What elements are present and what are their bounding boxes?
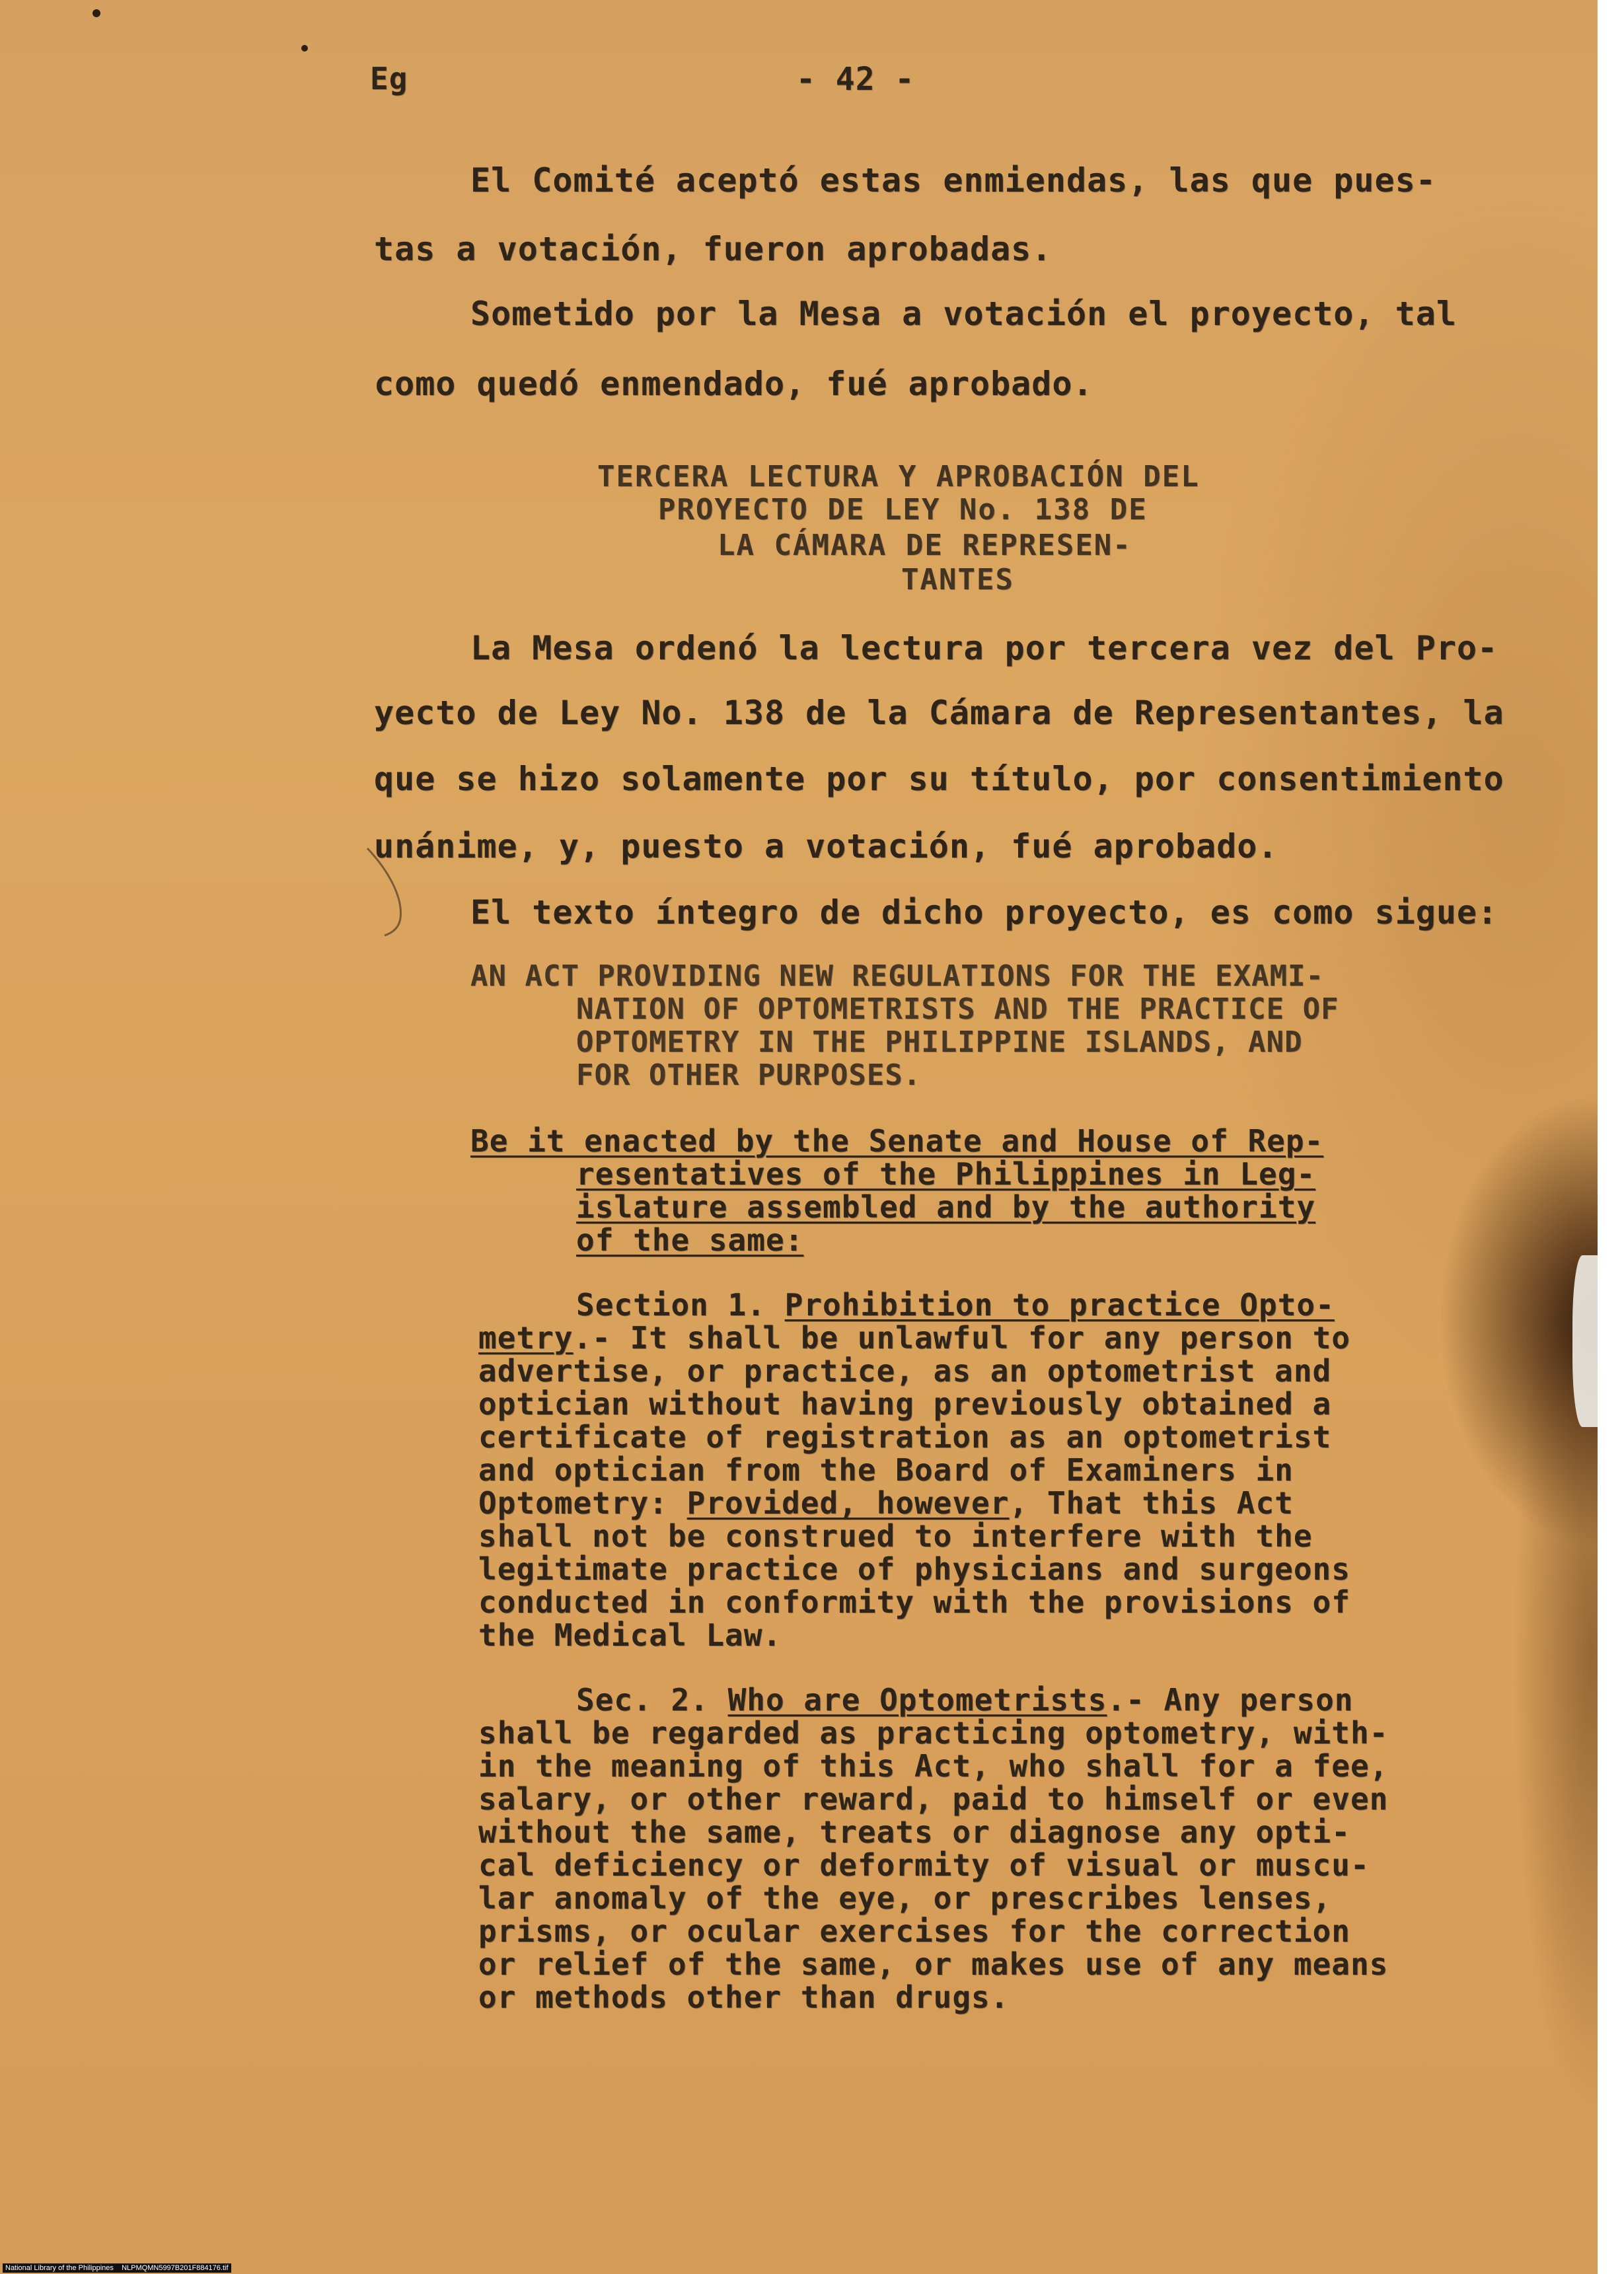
paragraph-line: Sometido por la Mesa a votación el proyecto, tal bbox=[470, 295, 1457, 333]
proviso-phrase: Provided, however bbox=[686, 1485, 1010, 1521]
burn-damage bbox=[1572, 1255, 1598, 1427]
section-1-text: .- It shall be unlawful for any person to bbox=[573, 1320, 1350, 1356]
act-title-line: NATION OF OPTOMETRISTS AND THE PRACTICE OF bbox=[576, 992, 1339, 1026]
pen-mark bbox=[363, 846, 410, 938]
scan-margin bbox=[1598, 0, 1624, 2274]
section-1-line: advertise, or practice, as an optometrist and bbox=[478, 1353, 1332, 1389]
section-1-line: shall not be construed to interfere with the bbox=[478, 1518, 1313, 1554]
section-2-line: shall be regarded as practicing optometry, with- bbox=[478, 1715, 1389, 1751]
section-heading-line: TERCERA LECTURA Y APROBACIÓN DEL bbox=[597, 460, 1200, 494]
paragraph-line: yecto de Ley No. 138 de la Cámara de Representantes, la bbox=[374, 694, 1504, 732]
section-1-text: , That this Act bbox=[1009, 1485, 1294, 1521]
page-number: - 42 - bbox=[796, 61, 915, 98]
section-1-line: and optician from the Board of Examiners in bbox=[478, 1452, 1294, 1488]
section-1-heading-line bbox=[576, 1287, 1335, 1323]
section-1-text: Optometry: bbox=[478, 1485, 687, 1521]
enacting-clause-line: resentatives of the Philippines in Leg- bbox=[576, 1156, 1316, 1192]
section-2-line: or methods other than drugs. bbox=[478, 1979, 1010, 2015]
enacting-clause-line: islature assembled and by the authority bbox=[576, 1189, 1316, 1225]
section-2-line: without the same, treats or diagnose any opti- bbox=[478, 1814, 1350, 1850]
enacting-clause-line: Be it enacted by the Senate and House of Rep- bbox=[470, 1123, 1324, 1159]
act-title-line: OPTOMETRY IN THE PHILIPPINE ISLANDS, AND bbox=[576, 1025, 1303, 1059]
section-1-line: optician without having previously obtained a bbox=[478, 1386, 1332, 1422]
section-2-line: prisms, or ocular exercises for the correction bbox=[478, 1913, 1350, 1949]
paragraph-line: unánime, y, puesto a votación, fué aprobado. bbox=[374, 827, 1278, 865]
section-2-text: .- Any person bbox=[1107, 1682, 1354, 1718]
section-1-heading: Prohibition to practice Opto- bbox=[784, 1287, 1335, 1323]
section-1-line: the Medical Law. bbox=[478, 1617, 782, 1653]
section-1-label: Section 1. bbox=[576, 1287, 785, 1323]
section-2-label: Sec. 2. bbox=[576, 1682, 728, 1718]
section-heading-line: TANTES bbox=[901, 563, 1014, 597]
enacting-clause-text: of the same: bbox=[576, 1222, 804, 1258]
paragraph-line: como quedó enmendado, fué aprobado. bbox=[374, 365, 1093, 403]
act-title-line: FOR OTHER PURPOSES. bbox=[576, 1058, 922, 1092]
section-1-line bbox=[478, 1320, 1350, 1356]
section-1-line: conducted in conformity with the provisions of bbox=[478, 1584, 1350, 1620]
section-1-line bbox=[478, 1485, 1294, 1521]
section-heading-line: LA CÁMARA DE REPRESEN- bbox=[718, 529, 1132, 562]
section-2-line: salary, or other reward, paid to himself or even bbox=[478, 1781, 1389, 1817]
ink-speck bbox=[92, 9, 100, 17]
archive-source-label: National Library of the Philippines NLPMQMN5997B201F884176.tif bbox=[3, 2263, 231, 2273]
paragraph-line: que se hizo solamente por su título, por consentimiento bbox=[374, 760, 1504, 798]
section-1-line: certificate of registration as an optometrist bbox=[478, 1419, 1332, 1455]
section-2-line: cal deficiency or deformity of visual or muscu- bbox=[478, 1847, 1370, 1883]
paragraph-line: tas a votación, fueron aprobadas. bbox=[374, 230, 1052, 268]
header-code: Eg bbox=[370, 61, 408, 96]
paragraph-line: La Mesa ordenó la lectura por tercera vez del Pro- bbox=[470, 629, 1498, 667]
section-heading-line: PROYECTO DE LEY No. 138 DE bbox=[658, 493, 1148, 527]
enacting-clause-line bbox=[576, 1222, 803, 1258]
paragraph-line: El Comité aceptó estas enmiendas, las que pues- bbox=[470, 161, 1436, 200]
ink-speck bbox=[301, 45, 308, 52]
paragraph-line: El texto íntegro de dicho proyecto, es como sigue: bbox=[470, 893, 1498, 932]
section-1-heading-end: metry bbox=[478, 1320, 573, 1356]
section-2-line: or relief of the same, or makes use of any means bbox=[478, 1946, 1389, 1982]
section-2-heading-line bbox=[576, 1682, 1353, 1718]
act-title-line: AN ACT PROVIDING NEW REGULATIONS FOR THE EXAMI- bbox=[470, 959, 1325, 993]
section-2-heading: Who are Optometrists bbox=[727, 1682, 1107, 1718]
section-2-line: in the meaning of this Act, who shall for a fee, bbox=[478, 1748, 1389, 1784]
section-1-line: legitimate practice of physicians and surgeons bbox=[478, 1551, 1350, 1587]
section-2-line: lar anomaly of the eye, or prescribes lenses, bbox=[478, 1880, 1332, 1916]
